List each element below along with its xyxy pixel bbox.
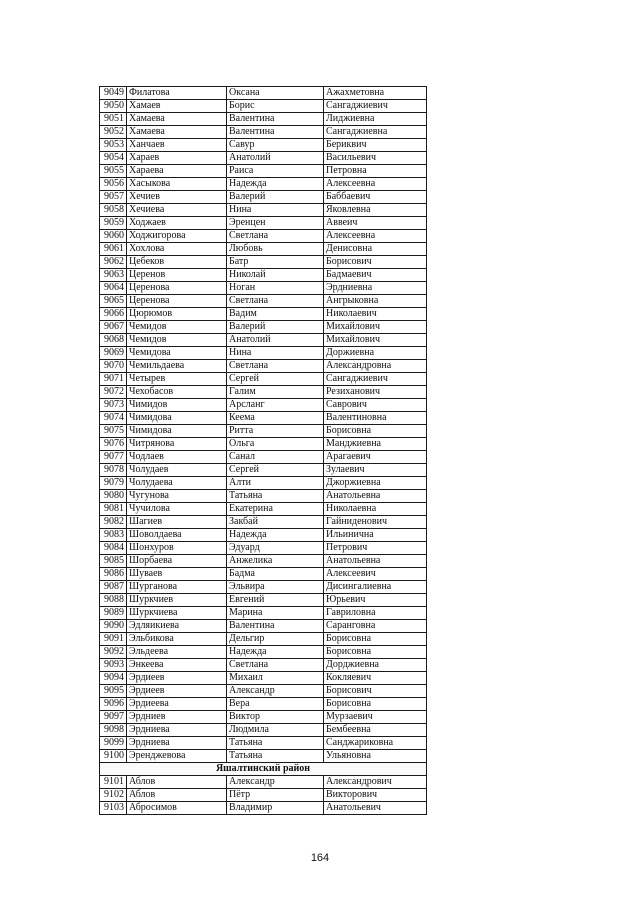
row-number: 9101 xyxy=(100,776,127,789)
patronymic-cell: Денисовна xyxy=(324,243,427,256)
patronymic-cell: Васильевич xyxy=(324,152,427,165)
surname-cell: Чемидова xyxy=(127,347,227,360)
patronymic-cell: Борисович xyxy=(324,256,427,269)
table-row xyxy=(100,568,427,581)
table-row xyxy=(100,295,427,308)
row-number: 9085 xyxy=(100,555,127,568)
row-number: 9082 xyxy=(100,516,127,529)
table-row xyxy=(100,503,427,516)
surname-cell: Ходжаев xyxy=(127,217,227,230)
row-number: 9086 xyxy=(100,568,127,581)
surname-cell: Хамаев xyxy=(127,100,227,113)
section-title: Яшалтинский район xyxy=(100,763,427,776)
first-name-cell: Савур xyxy=(227,139,324,152)
patronymic-cell: Борисовна xyxy=(324,425,427,438)
row-number: 9068 xyxy=(100,334,127,347)
patronymic-cell: Анатольевич xyxy=(324,802,427,815)
row-number: 9098 xyxy=(100,724,127,737)
table-row xyxy=(100,308,427,321)
row-number: 9055 xyxy=(100,165,127,178)
row-number: 9056 xyxy=(100,178,127,191)
surname-cell: Чолудаев xyxy=(127,464,227,477)
first-name-cell: Алти xyxy=(227,477,324,490)
surname-cell: Чолудаева xyxy=(127,477,227,490)
patronymic-cell: Борисовна xyxy=(324,633,427,646)
patronymic-cell: Аввеич xyxy=(324,217,427,230)
patronymic-cell: Лиджиевна xyxy=(324,113,427,126)
table-row xyxy=(100,802,427,815)
table-row xyxy=(100,477,427,490)
table-row xyxy=(100,217,427,230)
section-header-row xyxy=(100,763,427,776)
surname-cell: Эрдиеев xyxy=(127,672,227,685)
patronymic-cell: Викторович xyxy=(324,789,427,802)
first-name-cell: Валентина xyxy=(227,620,324,633)
patronymic-cell: Бериквич xyxy=(324,139,427,152)
patronymic-cell: Николаевич xyxy=(324,308,427,321)
surname-cell: Эрдниев xyxy=(127,711,227,724)
surname-cell: Эрдиеев xyxy=(127,685,227,698)
table-row xyxy=(100,347,427,360)
table-row xyxy=(100,243,427,256)
row-number: 9102 xyxy=(100,789,127,802)
patronymic-cell: Кокляевич xyxy=(324,672,427,685)
table-row xyxy=(100,724,427,737)
first-name-cell: Вера xyxy=(227,698,324,711)
patronymic-cell: Манджиевна xyxy=(324,438,427,451)
table-row xyxy=(100,165,427,178)
table-row xyxy=(100,321,427,334)
row-number: 9074 xyxy=(100,412,127,425)
table-row xyxy=(100,178,427,191)
row-number: 9079 xyxy=(100,477,127,490)
surname-cell: Хасыкова xyxy=(127,178,227,191)
surname-cell: Чемильдаева xyxy=(127,360,227,373)
patronymic-cell: Николаевна xyxy=(324,503,427,516)
first-name-cell: Надежда xyxy=(227,178,324,191)
first-name-cell: Валентина xyxy=(227,113,324,126)
surname-cell: Хамаева xyxy=(127,126,227,139)
surname-cell: Абросимов xyxy=(127,802,227,815)
row-number: 9081 xyxy=(100,503,127,516)
surname-cell: Чемидов xyxy=(127,334,227,347)
surname-cell: Чимидова xyxy=(127,412,227,425)
first-name-cell: Надежда xyxy=(227,529,324,542)
patronymic-cell: Алексеевна xyxy=(324,178,427,191)
first-name-cell: Анатолий xyxy=(227,152,324,165)
first-name-cell: Вадим xyxy=(227,308,324,321)
surname-cell: Чехобасов xyxy=(127,386,227,399)
row-number: 9075 xyxy=(100,425,127,438)
surname-cell: Чучилова xyxy=(127,503,227,516)
table-body-before-section xyxy=(100,87,427,763)
table-row xyxy=(100,126,427,139)
table-row xyxy=(100,711,427,724)
patronymic-cell: Баббаевич xyxy=(324,191,427,204)
table-row xyxy=(100,646,427,659)
first-name-cell: Валерий xyxy=(227,321,324,334)
table-row xyxy=(100,334,427,347)
patronymic-cell: Арагаевич xyxy=(324,451,427,464)
first-name-cell: Эренцен xyxy=(227,217,324,230)
first-name-cell: Николай xyxy=(227,269,324,282)
voter-list-table xyxy=(99,86,427,815)
first-name-cell: Александр xyxy=(227,776,324,789)
first-name-cell: Арсланг xyxy=(227,399,324,412)
table-row xyxy=(100,399,427,412)
table-row xyxy=(100,282,427,295)
table-row xyxy=(100,269,427,282)
patronymic-cell: Бембеевна xyxy=(324,724,427,737)
surname-cell: Хохлова xyxy=(127,243,227,256)
surname-cell: Чемидов xyxy=(127,321,227,334)
table-row xyxy=(100,152,427,165)
first-name-cell: Раиса xyxy=(227,165,324,178)
table-row xyxy=(100,581,427,594)
row-number: 9072 xyxy=(100,386,127,399)
first-name-cell: Виктор xyxy=(227,711,324,724)
table-row xyxy=(100,204,427,217)
table-row xyxy=(100,516,427,529)
surname-cell: Шуваев xyxy=(127,568,227,581)
surname-cell: Хечиева xyxy=(127,204,227,217)
first-name-cell: Галим xyxy=(227,386,324,399)
row-number: 9073 xyxy=(100,399,127,412)
first-name-cell: Бадма xyxy=(227,568,324,581)
first-name-cell: Татьяна xyxy=(227,737,324,750)
first-name-cell: Михаил xyxy=(227,672,324,685)
table-row xyxy=(100,490,427,503)
patronymic-cell: Борисович xyxy=(324,685,427,698)
row-number: 9094 xyxy=(100,672,127,685)
first-name-cell: Сергей xyxy=(227,373,324,386)
surname-cell: Четырев xyxy=(127,373,227,386)
surname-cell: Эдляикиева xyxy=(127,620,227,633)
row-number: 9069 xyxy=(100,347,127,360)
table-row xyxy=(100,139,427,152)
row-number: 9066 xyxy=(100,308,127,321)
table-row xyxy=(100,191,427,204)
first-name-cell: Эдуард xyxy=(227,542,324,555)
first-name-cell: Батр xyxy=(227,256,324,269)
table-row xyxy=(100,672,427,685)
first-name-cell: Валерий xyxy=(227,191,324,204)
surname-cell: Эренджевова xyxy=(127,750,227,763)
table-row xyxy=(100,776,427,789)
row-number: 9062 xyxy=(100,256,127,269)
table-row xyxy=(100,594,427,607)
patronymic-cell: Сангаджиевна xyxy=(324,126,427,139)
surname-cell: Аблов xyxy=(127,776,227,789)
first-name-cell: Светлана xyxy=(227,360,324,373)
table-row xyxy=(100,425,427,438)
first-name-cell: Владимир xyxy=(227,802,324,815)
row-number: 9099 xyxy=(100,737,127,750)
first-name-cell: Ольга xyxy=(227,438,324,451)
section-header-group xyxy=(100,763,427,776)
row-number: 9096 xyxy=(100,698,127,711)
patronymic-cell: Бадмаевич xyxy=(324,269,427,282)
first-name-cell: Анатолий xyxy=(227,334,324,347)
surname-cell: Хамаева xyxy=(127,113,227,126)
row-number: 9061 xyxy=(100,243,127,256)
row-number: 9093 xyxy=(100,659,127,672)
patronymic-cell: Михайлович xyxy=(324,334,427,347)
patronymic-cell: Валентиновна xyxy=(324,412,427,425)
table-row xyxy=(100,542,427,555)
table-row xyxy=(100,555,427,568)
row-number: 9054 xyxy=(100,152,127,165)
patronymic-cell: Дисингалиевна xyxy=(324,581,427,594)
row-number: 9057 xyxy=(100,191,127,204)
patronymic-cell: Эрдниевна xyxy=(324,282,427,295)
surname-cell: Эрдиеева xyxy=(127,698,227,711)
table-row xyxy=(100,230,427,243)
patronymic-cell: Александрович xyxy=(324,776,427,789)
surname-cell: Хараев xyxy=(127,152,227,165)
first-name-cell: Светлана xyxy=(227,659,324,672)
table-row xyxy=(100,685,427,698)
row-number: 9065 xyxy=(100,295,127,308)
table-row xyxy=(100,451,427,464)
patronymic-cell: Санджариковна xyxy=(324,737,427,750)
row-number: 9052 xyxy=(100,126,127,139)
row-number: 9077 xyxy=(100,451,127,464)
first-name-cell: Валентина xyxy=(227,126,324,139)
first-name-cell: Евгений xyxy=(227,594,324,607)
first-name-cell: Ноган xyxy=(227,282,324,295)
patronymic-cell: Юрьевич xyxy=(324,594,427,607)
table-row xyxy=(100,438,427,451)
row-number: 9053 xyxy=(100,139,127,152)
first-name-cell: Оксана xyxy=(227,87,324,100)
table-row xyxy=(100,100,427,113)
first-name-cell: Санал xyxy=(227,451,324,464)
row-number: 9058 xyxy=(100,204,127,217)
patronymic-cell: Ульяновна xyxy=(324,750,427,763)
first-name-cell: Нина xyxy=(227,204,324,217)
row-number: 9097 xyxy=(100,711,127,724)
patronymic-cell: Алексеевна xyxy=(324,230,427,243)
table-row xyxy=(100,698,427,711)
surname-cell: Цюрюмов xyxy=(127,308,227,321)
table-row xyxy=(100,659,427,672)
row-number: 9087 xyxy=(100,581,127,594)
first-name-cell: Надежда xyxy=(227,646,324,659)
patronymic-cell: Ажахметовна xyxy=(324,87,427,100)
surname-cell: Шуркчиева xyxy=(127,607,227,620)
patronymic-cell: Анатольевна xyxy=(324,490,427,503)
first-name-cell: Любовь xyxy=(227,243,324,256)
first-name-cell: Светлана xyxy=(227,295,324,308)
first-name-cell: Александр xyxy=(227,685,324,698)
surname-cell: Аблов xyxy=(127,789,227,802)
patronymic-cell: Доржиевна xyxy=(324,347,427,360)
patronymic-cell: Яковлевна xyxy=(324,204,427,217)
table-row xyxy=(100,386,427,399)
surname-cell: Шагиев xyxy=(127,516,227,529)
table-row xyxy=(100,633,427,646)
patronymic-cell: Ильинична xyxy=(324,529,427,542)
row-number: 9090 xyxy=(100,620,127,633)
surname-cell: Чимидов xyxy=(127,399,227,412)
row-number: 9092 xyxy=(100,646,127,659)
row-number: 9049 xyxy=(100,87,127,100)
surname-cell: Хечиев xyxy=(127,191,227,204)
surname-cell: Эльдеева xyxy=(127,646,227,659)
row-number: 9050 xyxy=(100,100,127,113)
first-name-cell: Анжелика xyxy=(227,555,324,568)
table-row xyxy=(100,256,427,269)
surname-cell: Эльбикова xyxy=(127,633,227,646)
first-name-cell: Татьяна xyxy=(227,490,324,503)
patronymic-cell: Борисовна xyxy=(324,646,427,659)
surname-cell: Эрдниева xyxy=(127,737,227,750)
patronymic-cell: Петрович xyxy=(324,542,427,555)
surname-cell: Чимидова xyxy=(127,425,227,438)
row-number: 9051 xyxy=(100,113,127,126)
row-number: 9083 xyxy=(100,529,127,542)
patronymic-cell: Саврович xyxy=(324,399,427,412)
patronymic-cell: Сангаджиевич xyxy=(324,100,427,113)
patronymic-cell: Александровна xyxy=(324,360,427,373)
surname-cell: Шуркчиев xyxy=(127,594,227,607)
patronymic-cell: Зулаевич xyxy=(324,464,427,477)
surname-cell: Церенова xyxy=(127,282,227,295)
patronymic-cell: Борисовна xyxy=(324,698,427,711)
patronymic-cell: Михайлович xyxy=(324,321,427,334)
first-name-cell: Людмила xyxy=(227,724,324,737)
first-name-cell: Нина xyxy=(227,347,324,360)
surname-cell: Цебеков xyxy=(127,256,227,269)
row-number: 9095 xyxy=(100,685,127,698)
first-name-cell: Пётр xyxy=(227,789,324,802)
patronymic-cell: Петровна xyxy=(324,165,427,178)
patronymic-cell: Резиханович xyxy=(324,386,427,399)
surname-cell: Ходжигорова xyxy=(127,230,227,243)
surname-cell: Хараева xyxy=(127,165,227,178)
row-number: 9059 xyxy=(100,217,127,230)
patronymic-cell: Ангрыковна xyxy=(324,295,427,308)
patronymic-cell: Саранговна xyxy=(324,620,427,633)
patronymic-cell: Гавриловна xyxy=(324,607,427,620)
surname-cell: Шорбаева xyxy=(127,555,227,568)
row-number: 9064 xyxy=(100,282,127,295)
table-row xyxy=(100,373,427,386)
surname-cell: Шоволдаева xyxy=(127,529,227,542)
patronymic-cell: Алексеевич xyxy=(324,568,427,581)
table-row xyxy=(100,529,427,542)
table-row xyxy=(100,87,427,100)
patronymic-cell: Сангаджиевич xyxy=(324,373,427,386)
first-name-cell: Кеема xyxy=(227,412,324,425)
surname-cell: Чугунова xyxy=(127,490,227,503)
first-name-cell: Борис xyxy=(227,100,324,113)
row-number: 9100 xyxy=(100,750,127,763)
row-number: 9067 xyxy=(100,321,127,334)
surname-cell: Чодлаев xyxy=(127,451,227,464)
row-number: 9071 xyxy=(100,373,127,386)
surname-cell: Церенова xyxy=(127,295,227,308)
table-row xyxy=(100,360,427,373)
surname-cell: Филатова xyxy=(127,87,227,100)
table-body-after-section xyxy=(100,776,427,815)
first-name-cell: Ритта xyxy=(227,425,324,438)
first-name-cell: Светлана xyxy=(227,230,324,243)
row-number: 9103 xyxy=(100,802,127,815)
patronymic-cell: Джоржиевна xyxy=(324,477,427,490)
row-number: 9060 xyxy=(100,230,127,243)
table-row xyxy=(100,464,427,477)
table-row xyxy=(100,737,427,750)
row-number: 9070 xyxy=(100,360,127,373)
row-number: 9076 xyxy=(100,438,127,451)
row-number: 9089 xyxy=(100,607,127,620)
row-number: 9084 xyxy=(100,542,127,555)
table-row xyxy=(100,789,427,802)
table-row xyxy=(100,412,427,425)
row-number: 9080 xyxy=(100,490,127,503)
first-name-cell: Марина xyxy=(227,607,324,620)
first-name-cell: Эльвира xyxy=(227,581,324,594)
page-number: 164 xyxy=(310,852,330,864)
row-number: 9078 xyxy=(100,464,127,477)
surname-cell: Читрянова xyxy=(127,438,227,451)
surname-cell: Шонхуров xyxy=(127,542,227,555)
table-row xyxy=(100,620,427,633)
table-row xyxy=(100,750,427,763)
surname-cell: Шурганова xyxy=(127,581,227,594)
surname-cell: Энкеева xyxy=(127,659,227,672)
row-number: 9088 xyxy=(100,594,127,607)
surname-cell: Эрдниева xyxy=(127,724,227,737)
patronymic-cell: Мурзаевич xyxy=(324,711,427,724)
row-number: 9091 xyxy=(100,633,127,646)
surname-cell: Ханчаев xyxy=(127,139,227,152)
table-row xyxy=(100,607,427,620)
first-name-cell: Закбай xyxy=(227,516,324,529)
first-name-cell: Татьяна xyxy=(227,750,324,763)
surname-cell: Церенов xyxy=(127,269,227,282)
patronymic-cell: Гайниденович xyxy=(324,516,427,529)
patronymic-cell: Анатольевна xyxy=(324,555,427,568)
patronymic-cell: Дорджиевна xyxy=(324,659,427,672)
row-number: 9063 xyxy=(100,269,127,282)
first-name-cell: Екатерина xyxy=(227,503,324,516)
first-name-cell: Дельгир xyxy=(227,633,324,646)
table-row xyxy=(100,113,427,126)
first-name-cell: Сергей xyxy=(227,464,324,477)
